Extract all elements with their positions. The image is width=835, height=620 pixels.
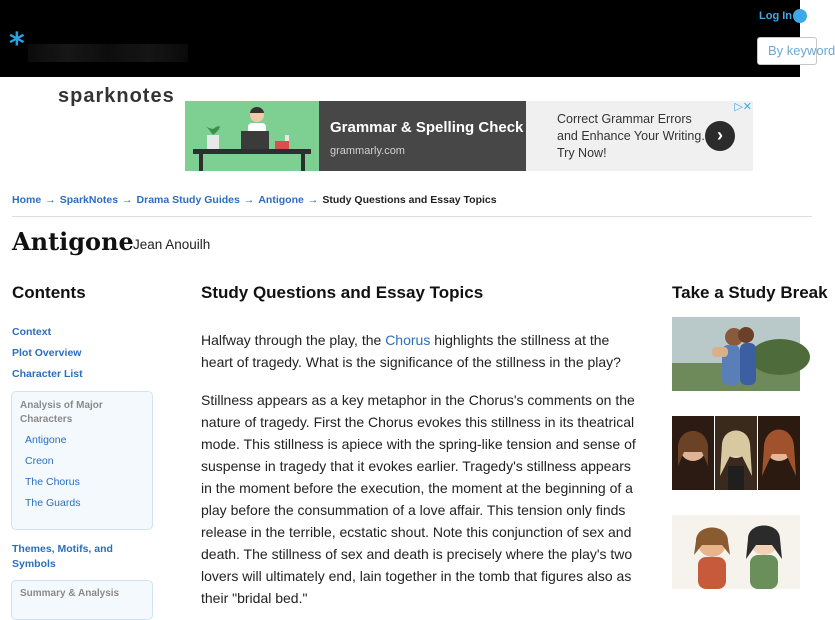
contents-heading: Contents xyxy=(12,283,86,302)
film-characters-photo xyxy=(672,416,800,490)
study-break-heading: Take a Study Break xyxy=(672,283,828,302)
study-break-thumbnail[interactable] xyxy=(672,317,800,391)
summary-group xyxy=(11,580,153,620)
breadcrumb-drama-study-guides[interactable]: Drama Study Guides xyxy=(136,194,240,206)
logo-text: sparknotes xyxy=(58,85,175,107)
user-icon[interactable] xyxy=(793,9,807,23)
breadcrumb-separator: → xyxy=(307,194,319,206)
summary-heading: Summary & Analysis xyxy=(20,588,120,599)
answer-text: Stillness appears as a key metaphor in the Chorus's comments on the nature of tragedy. First the Chorus evokes this stillness in its theatrical mode. This stillness is apiece with the spring-like tension and sense of suspense in tragedy that it evokes earlier. Tragedy's stillness appears in the moment before the execution, the moment at the beginning of a play before the consummation of a love affair. This tension only finds release in the terrible, ecstatic shout. Note this conjunction of sex and death. The stillness of sex and death is precisely where the play's two lovers will ultimately end, lain together in the tomb that figures also as their "bridal bed." xyxy=(201,392,636,606)
question-text: Halfway through the play, the xyxy=(201,332,386,348)
logo-icon[interactable]: * xyxy=(9,27,25,62)
ad-banner[interactable] xyxy=(185,101,753,171)
login-link[interactable]: Log In xyxy=(759,10,792,22)
ad-copy: Correct Grammar Errors and Enhance Your Writing. Try Now! xyxy=(557,112,705,160)
breadcrumb-sparknotes[interactable]: SparkNotes xyxy=(59,194,119,206)
nav-link-the-chorus[interactable]: The Chorus xyxy=(25,476,80,488)
ad-headline-panel xyxy=(319,101,526,171)
ad-illustration xyxy=(185,101,319,171)
author-name: Jean Anouilh xyxy=(133,237,211,252)
breadcrumb xyxy=(12,194,497,206)
breadcrumb-separator: → xyxy=(45,194,56,206)
couple-kissing-photo xyxy=(672,317,800,391)
breadcrumb-separator: → xyxy=(243,194,255,206)
page-title: Antigone xyxy=(12,227,134,256)
question-text: highlights the stillness at the heart of tragedy. What is the significance of the stillness in the play? xyxy=(201,332,621,370)
ad-choices-icon[interactable]: ▷✕ xyxy=(734,101,752,113)
nav-link-themes[interactable]: Themes, Motifs, and Symbols xyxy=(12,543,113,570)
nav-link-character-list[interactable]: Character List xyxy=(12,368,83,380)
breadcrumb-home[interactable]: Home xyxy=(12,194,42,206)
top-nav-bar xyxy=(0,0,835,107)
breadcrumb-current: Study Questions and Essay Topics xyxy=(322,194,497,206)
study-break-thumbnail[interactable] xyxy=(672,515,800,589)
search-placeholder: By keyword xyxy=(768,43,835,58)
breadcrumb-antigone[interactable]: Antigone xyxy=(258,194,304,206)
study-break-thumbnail[interactable] xyxy=(672,416,800,490)
search-input[interactable] xyxy=(757,37,835,65)
logo-wordmark[interactable] xyxy=(28,44,188,107)
nav-link-context[interactable]: Context xyxy=(12,326,52,338)
breadcrumb-separator: → xyxy=(122,194,133,206)
nav-link-creon[interactable]: Creon xyxy=(25,455,54,467)
chorus-link[interactable]: Chorus xyxy=(385,332,431,348)
divider xyxy=(12,216,812,217)
ad-domain: grammarly.com xyxy=(330,145,405,157)
study-question xyxy=(201,330,641,373)
person-at-desk-illustration xyxy=(185,101,319,171)
section-heading: Study Questions and Essay Topics xyxy=(201,283,484,302)
analysis-heading: Analysis of Major Characters xyxy=(20,400,103,425)
chevron-right-icon[interactable]: › xyxy=(705,121,735,151)
nav-link-plot-overview[interactable]: Plot Overview xyxy=(12,347,82,359)
cartoon-characters-illustration xyxy=(672,515,800,589)
nav-link-antigone[interactable]: Antigone xyxy=(25,434,67,446)
ad-title: Grammar & Spelling Check xyxy=(330,119,524,136)
nav-link-the-guards[interactable]: The Guards xyxy=(25,497,81,509)
